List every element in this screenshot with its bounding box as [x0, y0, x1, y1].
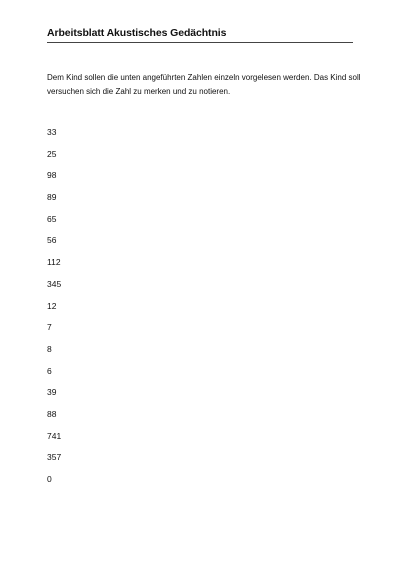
list-item: 357 — [47, 452, 62, 463]
list-item: 12 — [47, 300, 57, 311]
list-item: 112 — [47, 257, 61, 268]
title-underline — [47, 42, 353, 43]
list-item: 65 — [47, 213, 57, 224]
number-list — [47, 126, 61, 495]
list-item: 56 — [47, 235, 57, 246]
instruction-text: Dem Kind sollen die unten angeführten Zahlen einzeln vorgelesen werden. Das Kind soll versuchen sich die Zahl zu merken und zu notieren. — [47, 73, 361, 96]
list-item: 98 — [47, 170, 57, 181]
list-item: 741 — [47, 430, 62, 441]
list-item: 88 — [47, 408, 57, 419]
list-item: 345 — [47, 278, 62, 289]
list-item: 8 — [47, 343, 52, 354]
list-item: 7 — [47, 322, 52, 333]
page-title: Arbeitsblatt Akustisches Gedächtnis — [47, 27, 227, 39]
list-item: 33 — [47, 127, 57, 137]
list-item: 6 — [47, 365, 52, 376]
list-item: 89 — [47, 192, 57, 203]
list-item: 25 — [47, 148, 57, 159]
list-item: 39 — [47, 387, 57, 398]
list-item: 0 — [47, 474, 52, 484]
